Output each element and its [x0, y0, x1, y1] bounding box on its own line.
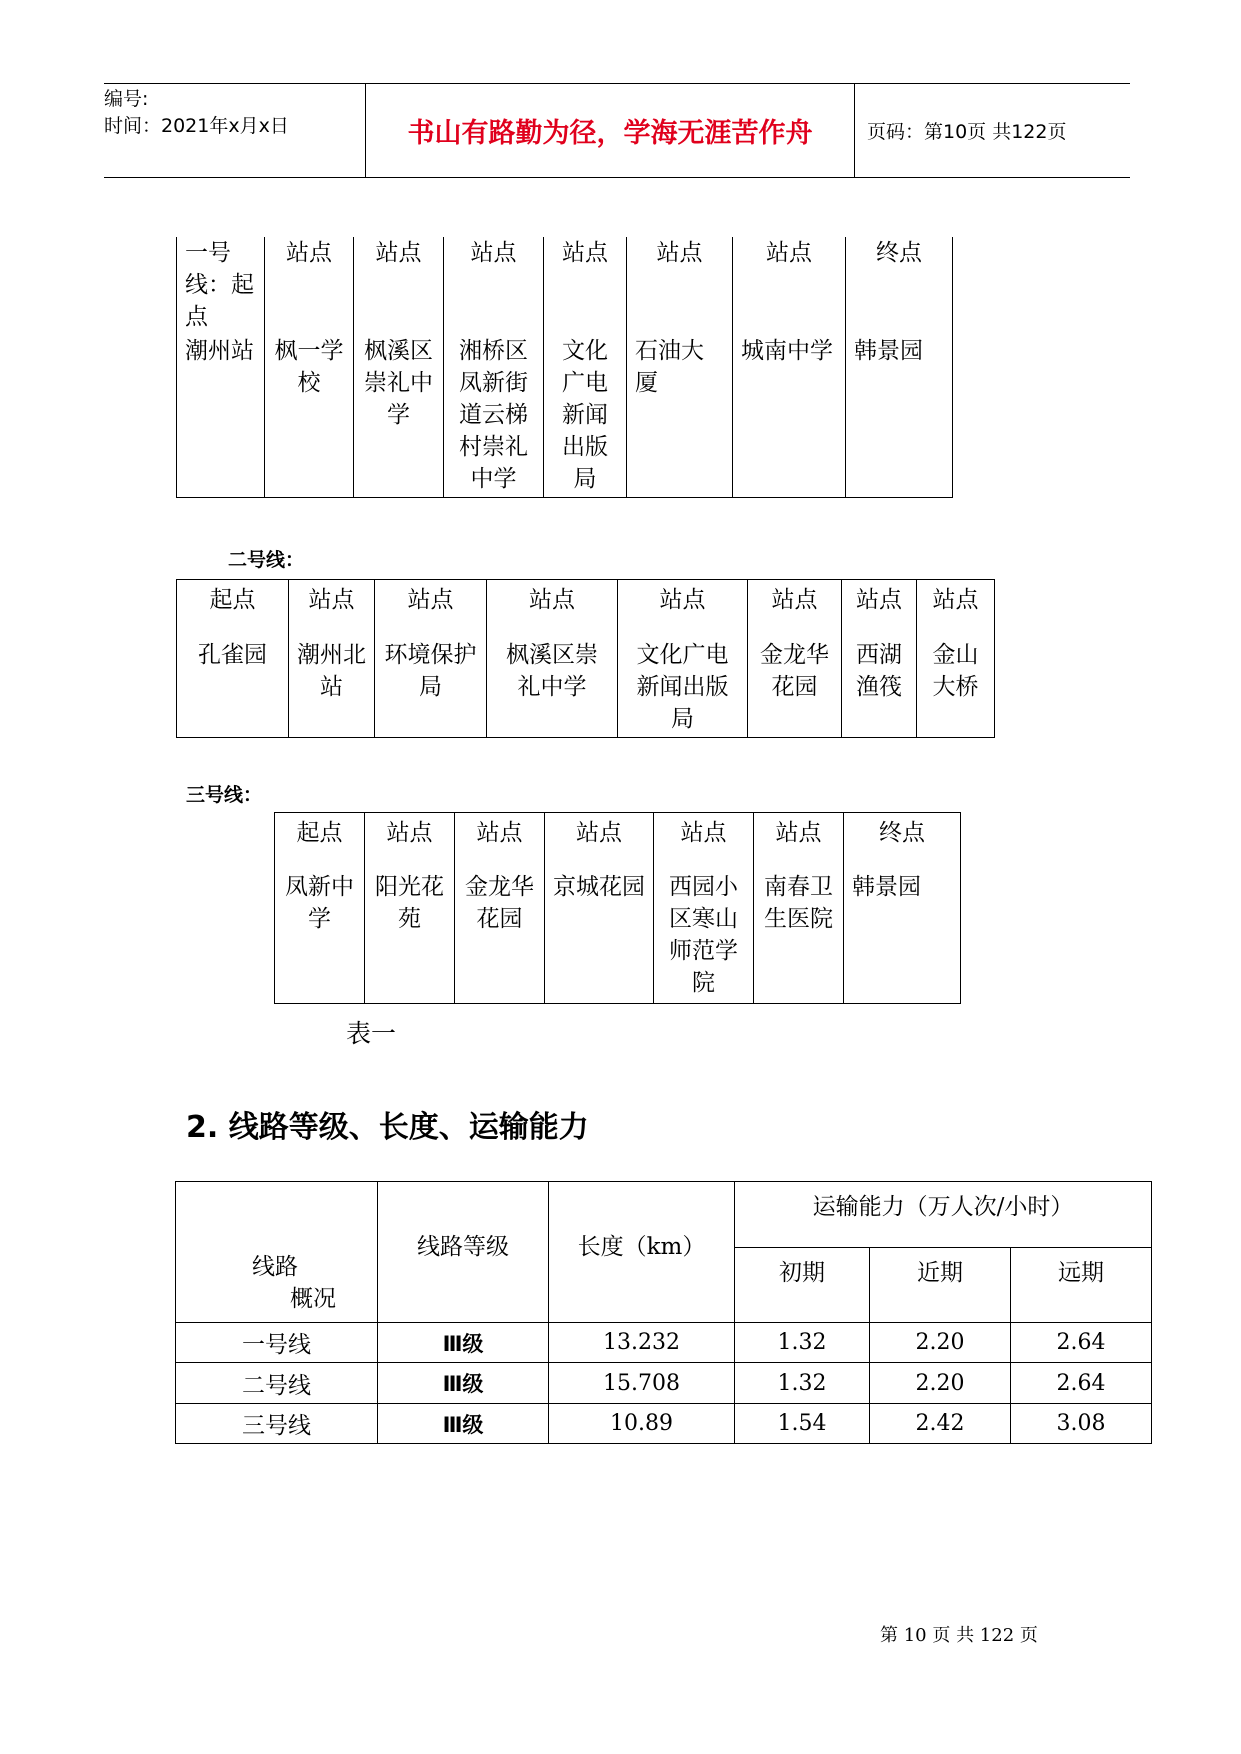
row-grade: Ⅲ级 — [378, 1323, 549, 1363]
line3-stop: 阳光花苑 — [365, 871, 455, 1004]
line2-stop: 枫溪区崇礼中学 — [487, 639, 618, 738]
line3-table — [274, 812, 961, 1004]
table-caption: 表一 — [346, 1019, 397, 1048]
header-motto: 书山有路勤为径，学海无涯苦作舟 — [366, 84, 855, 177]
table-row — [176, 1363, 1152, 1404]
header-page-info: 页码：第10页 共122页 — [867, 121, 1067, 143]
line3-header: 站点 — [754, 813, 844, 872]
period-header: 近期 — [870, 1248, 1011, 1323]
line1-header: 站点 — [265, 237, 354, 335]
line1-stop-row — [177, 335, 953, 498]
line3-label: 三号线： — [186, 784, 263, 806]
line2-header: 站点 — [842, 580, 917, 640]
line2-header: 站点 — [748, 580, 842, 640]
document-time: 时间：2021年x月x日 — [104, 115, 289, 137]
line2-header: 站点 — [618, 580, 748, 640]
line2-stop: 孔雀园 — [177, 639, 289, 738]
row-early: 1.32 — [735, 1363, 870, 1404]
row-length: 10.89 — [549, 1404, 735, 1444]
line3-stop: 西园小区寒山师范学院 — [654, 871, 754, 1004]
line1-stop: 文化广电新闻出版局 — [544, 335, 627, 498]
line1-header: 一号线：起点 — [177, 237, 265, 335]
document-number: 编号: — [104, 88, 149, 110]
line1-stop: 潮州站 — [177, 335, 265, 498]
section-heading: 2. 线路等级、长度、运输能力 — [186, 1110, 589, 1145]
line2-header: 站点 — [917, 580, 995, 640]
line2-stop: 金山大桥 — [917, 639, 995, 738]
line2-stop: 西湖渔筏 — [842, 639, 917, 738]
line3-stop: 凤新中学 — [275, 871, 365, 1004]
line3-header-row — [275, 813, 961, 872]
line1-header-row — [177, 237, 953, 335]
capacity-column-header: 运输能力（万人次/小时） — [735, 1182, 1152, 1248]
corner-top-label: 线路 — [252, 1254, 298, 1280]
line3-stop: 京城花园 — [545, 871, 654, 1004]
line1-stop: 枫一学校 — [265, 335, 354, 498]
line3-header: 站点 — [545, 813, 654, 872]
line1-header: 终点 — [846, 237, 953, 335]
row-line: 二号线 — [176, 1363, 378, 1404]
line2-header: 站点 — [487, 580, 618, 640]
line2-header: 起点 — [177, 580, 289, 640]
line3-header: 站点 — [654, 813, 754, 872]
page-header — [104, 83, 1130, 178]
line2-stop: 环境保护局 — [375, 639, 487, 738]
line1-header: 站点 — [354, 237, 444, 335]
line3-stop-row — [275, 871, 961, 1004]
line1-stop: 韩景园 — [846, 335, 953, 498]
line1-header: 站点 — [544, 237, 627, 335]
line1-stop: 城南中学 — [733, 335, 846, 498]
line2-label: 二号线： — [228, 549, 305, 571]
corner-labels — [176, 1182, 377, 1322]
row-line: 一号线 — [176, 1323, 378, 1363]
line-grade-table — [175, 1181, 1152, 1444]
row-length: 13.232 — [549, 1323, 735, 1363]
corner-bottom-label: 概况 — [290, 1286, 336, 1312]
line3-stop: 金龙华花园 — [455, 871, 545, 1004]
header-meta — [104, 84, 366, 177]
line1-stop: 湘桥区凤新街道云梯村崇礼中学 — [444, 335, 544, 498]
line3-header: 终点 — [844, 813, 961, 872]
row-line: 三号线 — [176, 1404, 378, 1444]
corner-cell — [176, 1182, 378, 1323]
row-far: 2.64 — [1011, 1363, 1152, 1404]
table-row — [176, 1404, 1152, 1444]
row-early: 1.32 — [735, 1323, 870, 1363]
line3-header: 站点 — [365, 813, 455, 872]
row-far: 2.64 — [1011, 1323, 1152, 1363]
period-header: 初期 — [735, 1248, 870, 1323]
row-far: 3.08 — [1011, 1404, 1152, 1444]
line2-table — [176, 579, 995, 738]
line1-header: 站点 — [733, 237, 846, 335]
line3-stop: 南春卫生医院 — [754, 871, 844, 1004]
line2-stop: 潮州北站 — [289, 639, 375, 738]
row-grade: Ⅲ级 — [378, 1404, 549, 1444]
line2-stop-row — [177, 639, 995, 738]
row-near: 2.20 — [870, 1323, 1011, 1363]
line2-stop: 金龙华花园 — [748, 639, 842, 738]
row-grade: Ⅲ级 — [378, 1363, 549, 1404]
line1-stop: 石油大厦 — [627, 335, 733, 498]
line2-stop: 文化广电新闻出版局 — [618, 639, 748, 738]
row-near: 2.42 — [870, 1404, 1011, 1444]
row-near: 2.20 — [870, 1363, 1011, 1404]
line1-header: 站点 — [627, 237, 733, 335]
line3-stop: 韩景园 — [844, 871, 961, 1004]
table-row — [176, 1323, 1152, 1363]
grade-header-row — [176, 1182, 1152, 1248]
line3-header: 站点 — [455, 813, 545, 872]
line1-header: 站点 — [444, 237, 544, 335]
line2-header: 站点 — [375, 580, 487, 640]
line1-table — [176, 237, 953, 498]
page-footer: 第 10 页 共 122 页 — [880, 1625, 1038, 1646]
period-header: 远期 — [1011, 1248, 1152, 1323]
line2-header: 站点 — [289, 580, 375, 640]
length-column-header: 长度（km） — [549, 1182, 735, 1323]
row-early: 1.54 — [735, 1404, 870, 1444]
row-length: 15.708 — [549, 1363, 735, 1404]
line1-stop: 枫溪区崇礼中学 — [354, 335, 444, 498]
grade-column-header: 线路等级 — [378, 1182, 549, 1323]
line3-header: 起点 — [275, 813, 365, 872]
line2-header-row — [177, 580, 995, 640]
